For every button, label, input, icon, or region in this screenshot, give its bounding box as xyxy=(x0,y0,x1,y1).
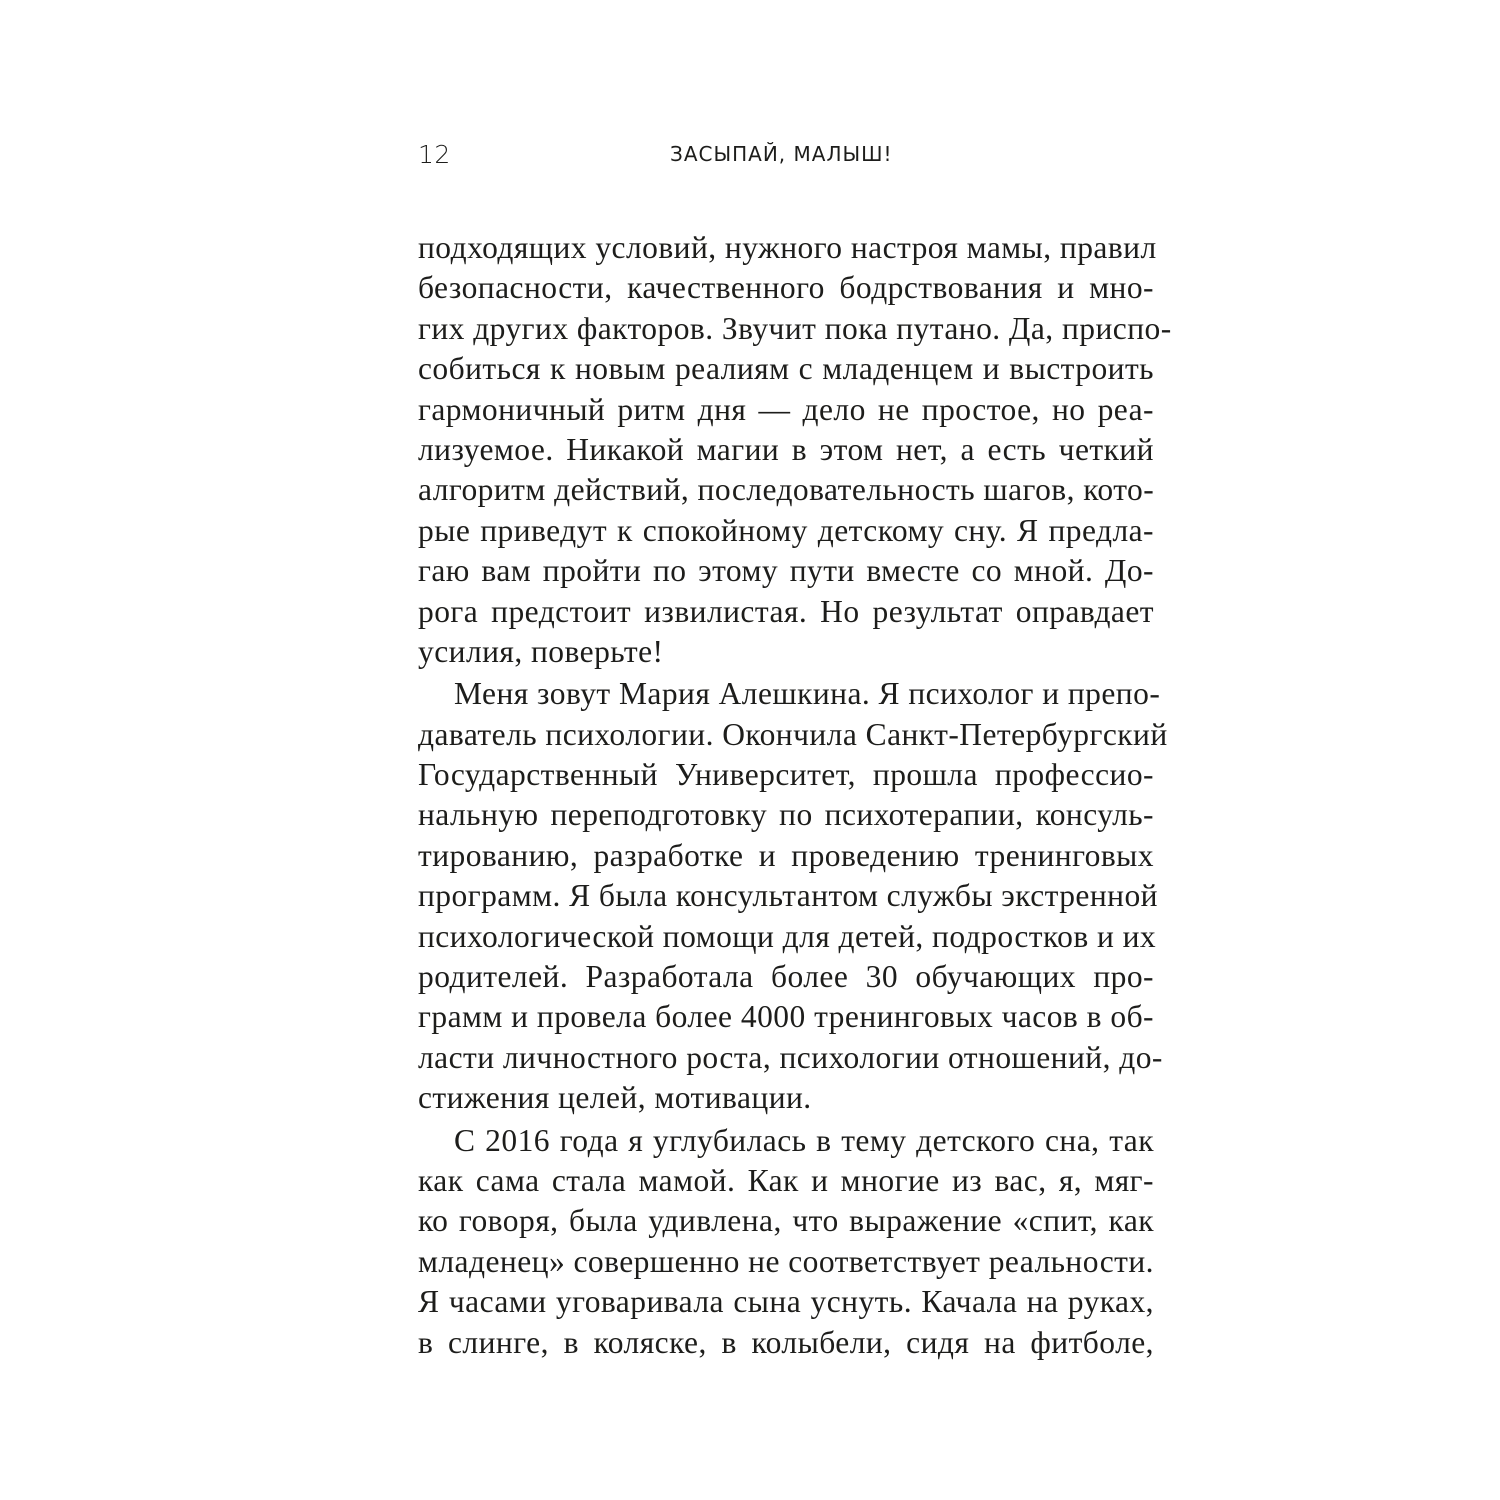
running-head xyxy=(418,138,1154,174)
text-line: гаю вам пройти по этому пути вместе со мной. До- xyxy=(418,553,1154,589)
text-line: Меня зовут Мария Алешкина. Я психолог и препо- xyxy=(454,676,1161,712)
text-line: усилия, поверьте! xyxy=(418,633,664,669)
text-line: гих других факторов. Звучит пока путано. Да, приспо- xyxy=(418,310,1172,346)
text-line: С 2016 года я углубилась в тему детского сна, так xyxy=(454,1122,1154,1158)
paragraph-1 xyxy=(418,228,1172,672)
page-number: 12 xyxy=(418,140,451,169)
text-line: даватель психологии. Окончила Санкт-Петербургский xyxy=(418,716,1168,752)
text-line: безопасности, качественного бодрствования и мно- xyxy=(418,270,1154,306)
book-title: ЗАСЫПАЙ, МАЛЫШ! xyxy=(670,142,893,166)
text-line: Я часами уговаривала сына уснуть. Качала на руках, xyxy=(418,1284,1154,1320)
text-line: психологической помощи для детей, подростков и их xyxy=(418,918,1157,954)
text-line: гармоничный ритм дня — дело не простое, но реа- xyxy=(418,391,1154,427)
text-line: родителей. Разработала более 30 обучающих про- xyxy=(418,959,1154,995)
text-line: как сама стала мамой. Как и многие из вас, я, мяг- xyxy=(418,1162,1154,1198)
text-line: младенец» совершенно не соответствует реальности. xyxy=(418,1243,1154,1279)
text-line: в слинге, в коляске, в колыбели, сидя на фитболе, xyxy=(418,1324,1154,1360)
text-line: ласти личностного роста, психологии отношений, до- xyxy=(418,1039,1163,1075)
text-line: лизуемое. Никакой магии в этом нет, а есть четкий xyxy=(418,431,1154,467)
text-line: Государственный Университет, прошла профессио- xyxy=(418,757,1154,793)
text-line: подходящих условий, нужного настроя мамы, правил xyxy=(418,230,1157,265)
text-line: грамм и провела более 4000 тренинговых часов в об- xyxy=(418,999,1154,1035)
paragraph-3 xyxy=(418,1121,1154,1363)
text-line: ко говоря, была удивлена, что выражение «спит, как xyxy=(418,1203,1154,1239)
text-line: рога предстоит извилистая. Но результат оправдает xyxy=(418,593,1154,629)
text-line: программ. Я была консультантом службы экстренной xyxy=(418,878,1158,914)
text-line: собиться к новым реалиям с младенцем и выстроить xyxy=(418,351,1154,387)
text-line: тированию, разработке и проведению тренинговых xyxy=(418,837,1154,873)
text-line: алгоритм действий, последовательность шагов, кото- xyxy=(418,472,1155,508)
text-line: стижения целей, мотивации. xyxy=(418,1080,812,1116)
body-text xyxy=(418,228,1172,1363)
paragraph-2 xyxy=(418,674,1168,1118)
text-line: рые приведут к спокойному детскому сну. Я предла- xyxy=(418,512,1154,548)
text-line: нальную переподготовку по психотерапии, консуль- xyxy=(418,797,1154,833)
